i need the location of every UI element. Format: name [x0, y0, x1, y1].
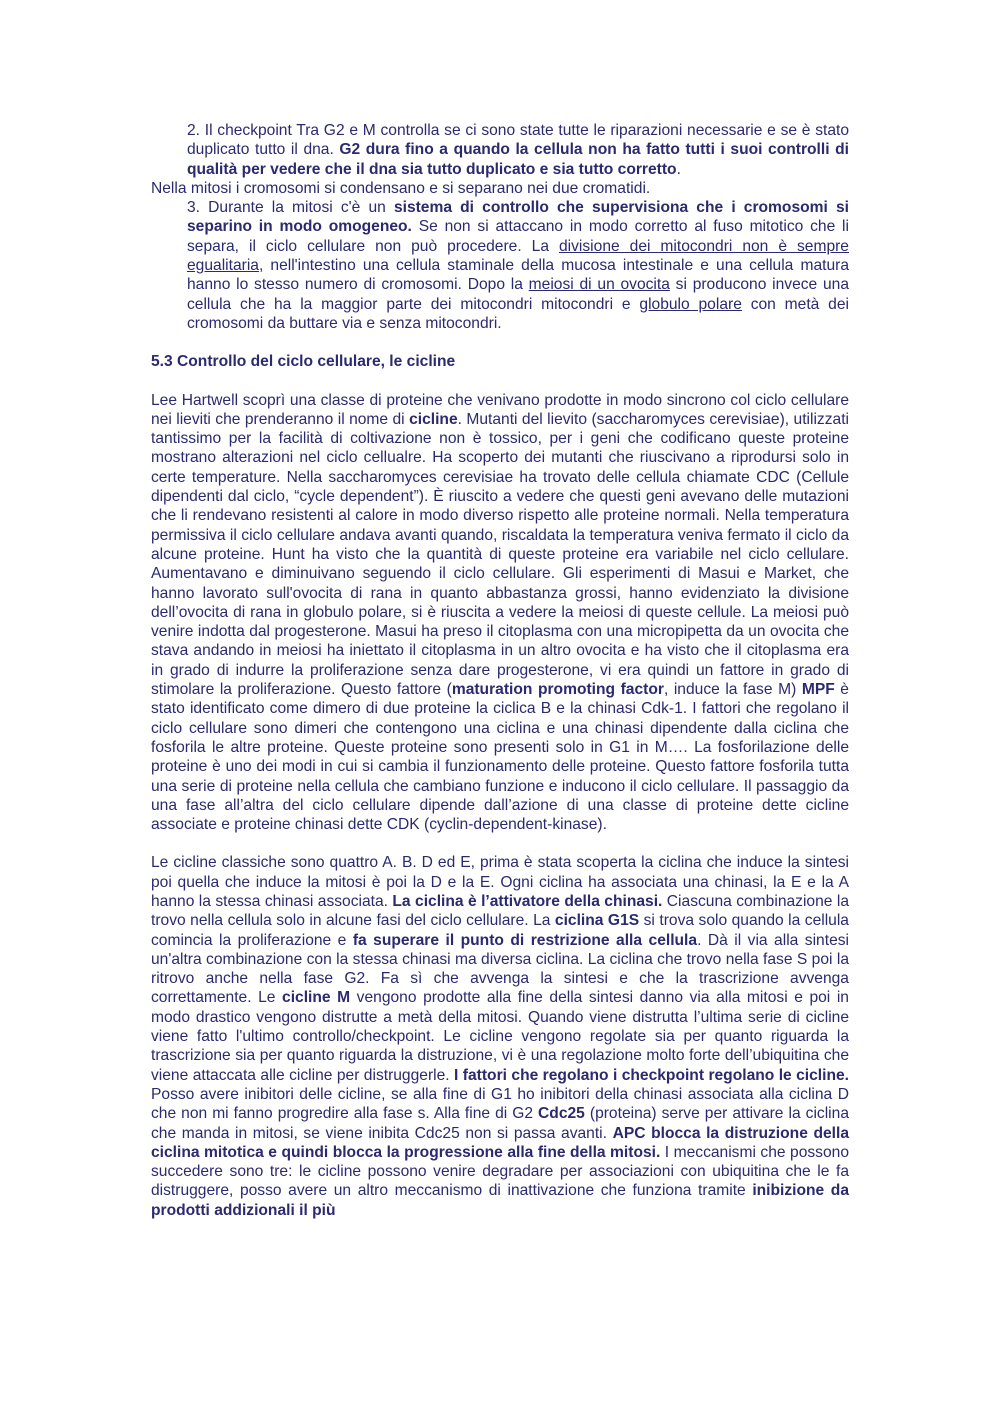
text-run: 2. Il checkpoint Tra G2 e M controlla se ci sono state tutte le riparazioni necessarie e se è stato duplicato tutto il dna.: [187, 122, 849, 159]
text-run: si producono invece una cellula che ha la maggior parte dei mitocondri mitocondri e: [187, 276, 850, 313]
bold-text: maturation promoting factor: [451, 681, 664, 699]
text-run: Le cicline classiche sono quattro A. B. D ed E, prima è stata scoperta la ciclina che induce la sintesi poi quella che induce la mitosi è poi la D e la E. Ogni ciclina ha associata una chinasi, la E e la A hanno la stessa chinasi associata.: [151, 854, 849, 910]
paragraph: [151, 198, 849, 333]
bold-text: fa superare il punto di restrizione alla cellula: [352, 931, 698, 949]
bold-text: G2 dura fino a quando la cellula non ha fatto tutti i suoi controlli di qualità per vedere che il dna sia tutto duplicato e sia tutto corretto: [187, 141, 849, 178]
text-run: con metà dei cromosomi da buttare via e senza mitocondri.: [187, 295, 849, 332]
text-run: Posso avere inibitori delle cicline, se alla fine di G1 ho inibitori della chinasi associata alla ciclina D che non mi fanno progredire alla fase s. Alla fine di G2: [151, 1085, 849, 1123]
bold-text: Cdc25: [538, 1105, 585, 1123]
bold-text: ciclina G1S: [554, 912, 640, 930]
text-run: Nella mitosi i cromosomi si condensano e si separano nei due cromatidi.: [151, 179, 651, 197]
text-run: . Dà il via alla sintesi un'altra combinazione con la stessa chinasi ma diversa ciclina. La ciclina che trovo nella fase S poi la ritrovo anche nella fase G2. Fa sì che avvenga la sintesi e che la trascrizione avvenga correttamente. Le: [151, 931, 849, 1007]
paragraph-spacer: [151, 333, 849, 352]
text-run: vengono prodotte alla fine della sintesi danno via alla mitosi e poi in modo drastico vengono distrutte a metà della mitosi. Quando viene distrutta l’ultima serie di cicline viene fatto l'ultimo controllo/checkpoint. Le cicline vengono regolate sia per quanto riguarda la trascrizione sia per quanto riguarda la distruzione, vi è una regolazione molto forte dell’ubiquitina che viene attaccata alle cicline per distruggerle.: [151, 989, 849, 1084]
document-body: [151, 121, 849, 1220]
bold-text: MPF: [801, 681, 835, 699]
bold-text: La ciclina è l’attivatore della chinasi.: [392, 892, 663, 910]
text-run: Se non si attaccano in modo corretto al fuso mitotico che li separa, il ciclo cellulare non può procedere. La: [187, 218, 849, 255]
text-run: I meccanismi che possono succedere sono tre: le cicline possono venire degradare per associazioni con ubiquitina che le fa distruggere, posso avere un altro meccanismo di inattivazione che funziona tramite: [151, 1143, 849, 1200]
text-run: , nell'intestino una cellula staminale della mucosa intestinale e una cellula matura hanno lo stesso numero di cromosomi. Dopo la: [187, 257, 849, 294]
bold-text: APC blocca la distruzione della ciclina mitotica e quindi blocca la progressione alla fine della mitosi.: [151, 1124, 849, 1161]
paragraph: [151, 391, 849, 835]
bold-text: cicline M: [282, 989, 351, 1007]
text-run: . Mutanti del lievito (saccharomyces cerevisiae), utilizzati tantissimo per la facilità di coltivazione non è tossico, per i geni che codificano queste proteine mostrano alterazioni nel ciclo cellualre. Ha scoperto dei mutanti che riuscivano a riprodursi solo in certe temperature. Nella saccharomyces cerevisiae ha trovato delle cellula chiamate CDC (Cellule dipendenti dal ciclo, “cycle dependent”). È riuscito a vedere che questi geni avevano delle mutazioni che li rendevano resistenti al calore in modo diverso rispetto alle proteine normali. Nella temperatura permissiva il ciclo cellulare andava avanti quando, riscaldata la temperatura veniva fermato il ciclo da alcune proteine. Hunt ha visto che la quantità di queste proteine era variabile nel ciclo cellulare. Aumentavano e diminuivano seguendo il ciclo cellulare. Gli esperimenti di Masui e Market, che hanno lavorato sull'ovocita di rana in quanto abbastanza grossi, hanno evidenziato la divisione dell’ovocita di rana in globulo polare, si è riuscita a vedere la meiosi di queste cellule. La meiosi può venire indotta dal progesterone. Masui ha preso il citoplasma con una micropipetta da un ovocita che stava andando in meiosi ha iniettato il citoplasma in un altro ovocita e ha visto che il citoplasma era in grado di indurre la proliferazione senza dare progesterone, vi era quindi un fattore in grado di stimolare la proliferazione. Questo fattore (: [151, 410, 850, 699]
text-run: è stato identificato come dimero di due proteine la ciclica B e la chinasi Cdk-1. I fattori che regolano il ciclo cellulare sono dimeri che contengono una ciclina e una chinasi dipendente dalla ciclina che fosforila le altre proteine. Queste proteine sono presenti solo in G1 in M…. La fosforilazione delle proteine è uno dei modi in cui si cambia il funzionamento delle proteine. Questo fattore fosforila tutta una serie di proteine nella cellula che cambiano funzione e inducono il ciclo cellulare. Il passaggio da una fase all’altra del ciclo cellulare dipende dall’azione di una classe di proteine dette cicline associate e proteine chinasi dette CDK (cyclin-dependent-kinase).: [151, 681, 849, 834]
text-run: .: [676, 160, 681, 178]
paragraph: [151, 179, 849, 198]
text-run: Lee Hartwell scoprì una classe di proteine che venivano prodotte in modo sincrono col ciclo cellulare nei lieviti che prenderanno il nome di: [151, 391, 849, 428]
text-run: 3. Durante la mitosi c'è un: [187, 199, 394, 217]
bold-text: cicline: [409, 410, 458, 428]
bold-text: I fattori che regolano i checkpoint regolano le cicline.: [454, 1066, 850, 1084]
underlined-text: divisione dei mitocondri non è sempre egualitaria: [187, 237, 849, 275]
text-run: , induce la fase M): [663, 681, 802, 699]
text-run: (proteina) serve per attivare la ciclina che manda in mitosi, se viene inibita Cdc25 non si passa avanti.: [151, 1105, 849, 1142]
bold-text: sistema di controllo che supervisiona che i cromosomi si separino in modo omogeneo.: [187, 199, 849, 236]
text-run: Ciascuna combinazione la trovo nella cellula solo in alcune fasi del ciclo cellulare. La: [151, 892, 849, 930]
paragraph-spacer: [151, 834, 849, 853]
underlined-text: globulo polare: [639, 295, 742, 313]
paragraph-spacer: [151, 372, 849, 391]
section-heading: 5.3 Controllo del ciclo cellulare, le cicline: [151, 353, 456, 371]
text-run: si trova solo quando la cellula comincia la proliferazione e: [151, 912, 849, 949]
bold-text: inibizione da prodotti addizionali il più: [151, 1182, 850, 1219]
underlined-text: meiosi di un ovocita: [528, 276, 670, 294]
paragraph: [151, 121, 849, 179]
paragraph: [151, 853, 849, 1220]
